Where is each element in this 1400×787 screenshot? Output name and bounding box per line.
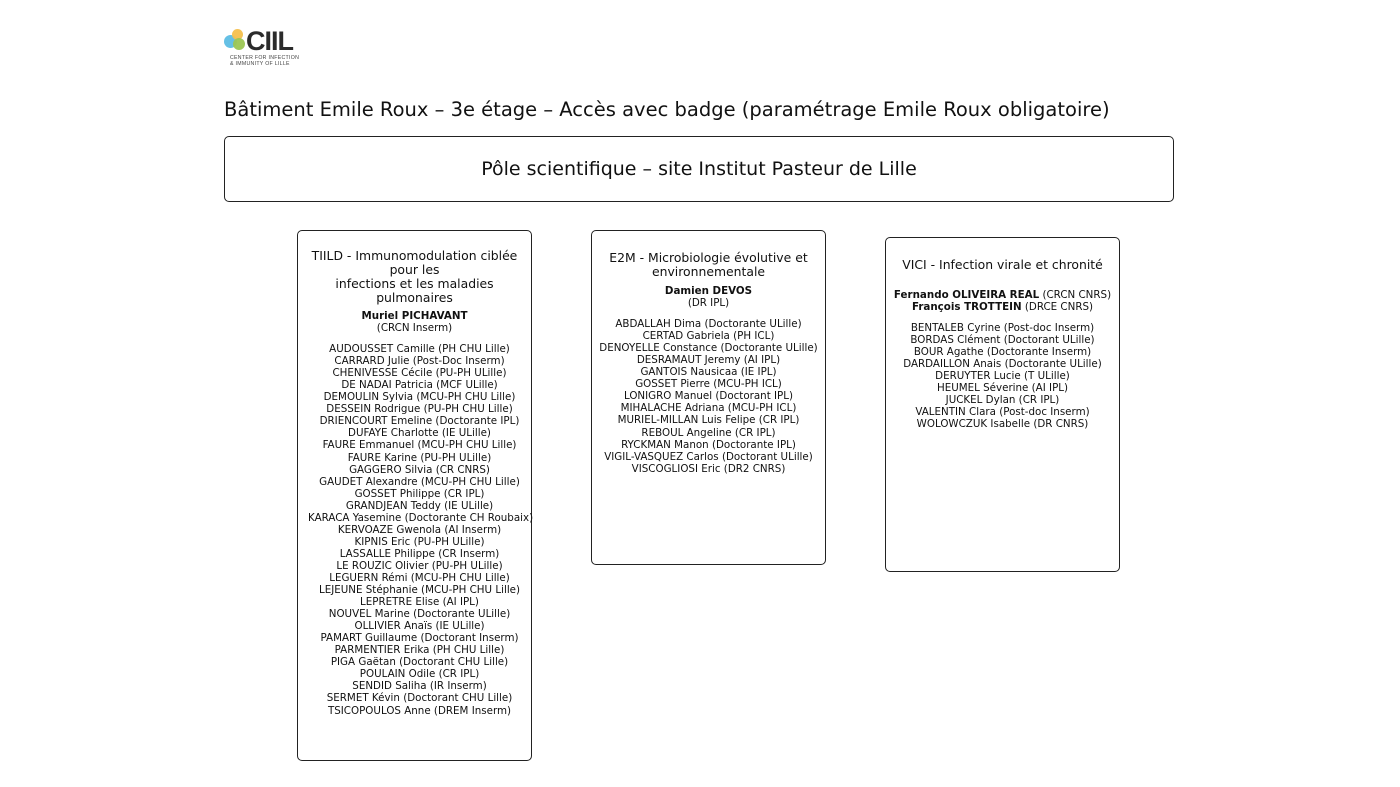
team-leader: Fernando OLIVEIRA REAL (CRCN CNRS) xyxy=(893,289,1112,301)
member-item: GAGGERO Silvia (CR CNRS) xyxy=(349,463,490,476)
member-item: VALENTIN Clara (Post-doc Inserm) xyxy=(915,406,1090,419)
member-item: LEGUERN Rémi (MCU-PH CHU Lille) xyxy=(329,571,510,584)
member-item: CHENIVESSE Cécile (PU-PH ULille) xyxy=(332,367,507,380)
member-item: REBOUL Angeline (CR IPL) xyxy=(641,426,776,439)
member-item: VISCOGLIOSI Eric (DR2 CNRS) xyxy=(631,462,786,475)
member-item: POULAIN Odile (CR IPL) xyxy=(359,668,480,681)
pole-box xyxy=(224,136,1174,202)
member-item: DESRAMAUT Jeremy (AI IPL) xyxy=(636,354,781,367)
pole-title: Pôle scientifique – site Institut Pasteur de Lille xyxy=(481,158,917,180)
member-item: LONIGRO Manuel (Doctorant IPL) xyxy=(623,390,794,403)
team-title: E2M - Microbiologie évolutive et environnementale xyxy=(609,250,808,279)
member-item: LASSALLE Philippe (CR Inserm) xyxy=(339,547,500,560)
team-box-e2m xyxy=(591,230,826,565)
member-item: DERUYTER Lucie (T ULille) xyxy=(935,370,1070,383)
logo-word: CIIL xyxy=(246,26,293,56)
member-item: GOSSET Philippe (CR IPL) xyxy=(354,487,485,500)
member-item: PIGA Gaëtan (Doctorant CHU Lille) xyxy=(330,656,509,669)
member-item: DE NADAI Patricia (MCF ULille) xyxy=(341,379,498,392)
member-item: TSICOPOULOS Anne (DREM Inserm) xyxy=(327,704,512,717)
member-item: GANTOIS Nausicaa (IE IPL) xyxy=(640,366,777,379)
ciil-logo xyxy=(224,27,314,67)
member-item: VIGIL-VASQUEZ Carlos (Doctorant ULille) xyxy=(604,450,813,463)
member-item: DENOYELLE Constance (Doctorante ULille) xyxy=(599,342,818,355)
member-item: WOLOWCZUK Isabelle (DR CNRS) xyxy=(916,418,1089,431)
member-item: FAURE Emmanuel (MCU-PH CHU Lille) xyxy=(322,439,517,452)
member-item: BORDAS Clément (Doctorant ULille) xyxy=(910,334,1095,347)
building-title: Bâtiment Emile Roux – 3e étage – Accès avec badge (paramétrage Emile Roux obligatoire) xyxy=(224,98,1110,121)
team-box-vici xyxy=(885,237,1120,572)
team-title: TIILD - Immunomodulation ciblée pour les infections et les maladies pulmonaires xyxy=(311,248,518,305)
member-item: PARMENTIER Erika (PH CHU Lille) xyxy=(334,644,505,657)
member-item: GAUDET Alexandre (MCU-PH CHU Lille) xyxy=(319,475,520,488)
member-item: KARACA Yasemine (Doctorante CH Roubaix) xyxy=(308,511,534,524)
team-leaders xyxy=(298,310,531,334)
team-leader: Muriel PICHAVANT xyxy=(361,310,468,322)
member-item: MURIEL-MILLAN Luis Felipe (CR IPL) xyxy=(617,414,800,427)
member-item: NOUVEL Marine (Doctorante ULille) xyxy=(328,608,511,621)
team-members xyxy=(298,343,534,717)
member-item: KERVOAZE Gwenola (AI Inserm) xyxy=(337,523,502,536)
member-item: DUFAYE Charlotte (IE ULille) xyxy=(348,427,491,440)
team-title: VICI - Infection virale et chronité xyxy=(902,257,1103,272)
member-item: DESSEIN Rodrigue (PU-PH CHU Lille) xyxy=(326,403,513,416)
member-item: GOSSET Pierre (MCU-PH ICL) xyxy=(635,378,782,391)
member-item: MIHALACHE Adriana (MCU-PH ICL) xyxy=(620,402,797,415)
team-leader: Damien DEVOS xyxy=(664,285,753,297)
logo-subtitle: CENTER FOR INFECTION & IMMUNITY OF LILLE xyxy=(230,55,300,67)
team-leaders xyxy=(592,285,825,309)
team-members xyxy=(886,322,1119,430)
member-item: AUDOUSSET Camille (PH CHU Lille) xyxy=(329,343,510,356)
member-item: GRANDJEAN Teddy (IE ULille) xyxy=(345,499,494,512)
member-item: OLLIVIER Anaïs (IE ULille) xyxy=(354,620,485,633)
member-item: CARRARD Julie (Post-Doc Inserm) xyxy=(334,355,505,368)
member-item: LEJEUNE Stéphanie (MCU-PH CHU Lille) xyxy=(318,584,521,597)
member-item: SENDID Saliha (IR Inserm) xyxy=(352,680,487,693)
member-item: LE ROUZIC Olivier (PU-PH ULille) xyxy=(336,559,503,572)
member-item: PAMART Guillaume (Doctorant Inserm) xyxy=(320,632,519,645)
member-item: RYCKMAN Manon (Doctorante IPL) xyxy=(621,438,796,451)
member-item: LEPRETRE Elise (AI IPL) xyxy=(360,596,479,609)
member-item: FAURE Karine (PU-PH ULille) xyxy=(347,451,492,464)
team-box-tiild xyxy=(297,230,532,761)
member-item: JUCKEL Dylan (CR IPL) xyxy=(945,394,1060,407)
team-members xyxy=(592,318,825,475)
logo-circles-icon xyxy=(224,29,248,51)
team-leader: François TROTTEIN (DRCE CNRS) xyxy=(911,301,1094,314)
member-item: DARDAILLON Anais (Doctorante ULille) xyxy=(903,358,1102,371)
member-item: BENTALEB Cyrine (Post-doc Inserm) xyxy=(910,322,1095,335)
team-leaders xyxy=(886,289,1119,313)
member-item: HEUMEL Séverine (AI IPL) xyxy=(936,382,1069,395)
member-item: DRIENCOURT Emeline (Doctorante IPL) xyxy=(319,415,520,428)
team-leader-role: (CRCN Inserm) xyxy=(376,322,453,335)
member-item: DEMOULIN Sylvia (MCU-PH CHU Lille) xyxy=(323,391,516,404)
team-leader-role: (DR IPL) xyxy=(687,297,730,310)
member-item: SERMET Kévin (Doctorant CHU Lille) xyxy=(326,692,513,705)
member-item: BOUR Agathe (Doctorante Inserm) xyxy=(913,346,1092,359)
member-item: CERTAD Gabriela (PH ICL) xyxy=(642,330,775,343)
member-item: ABDALLAH Dima (Doctorante ULille) xyxy=(615,318,802,331)
member-item: KIPNIS Eric (PU-PH ULille) xyxy=(354,535,485,548)
